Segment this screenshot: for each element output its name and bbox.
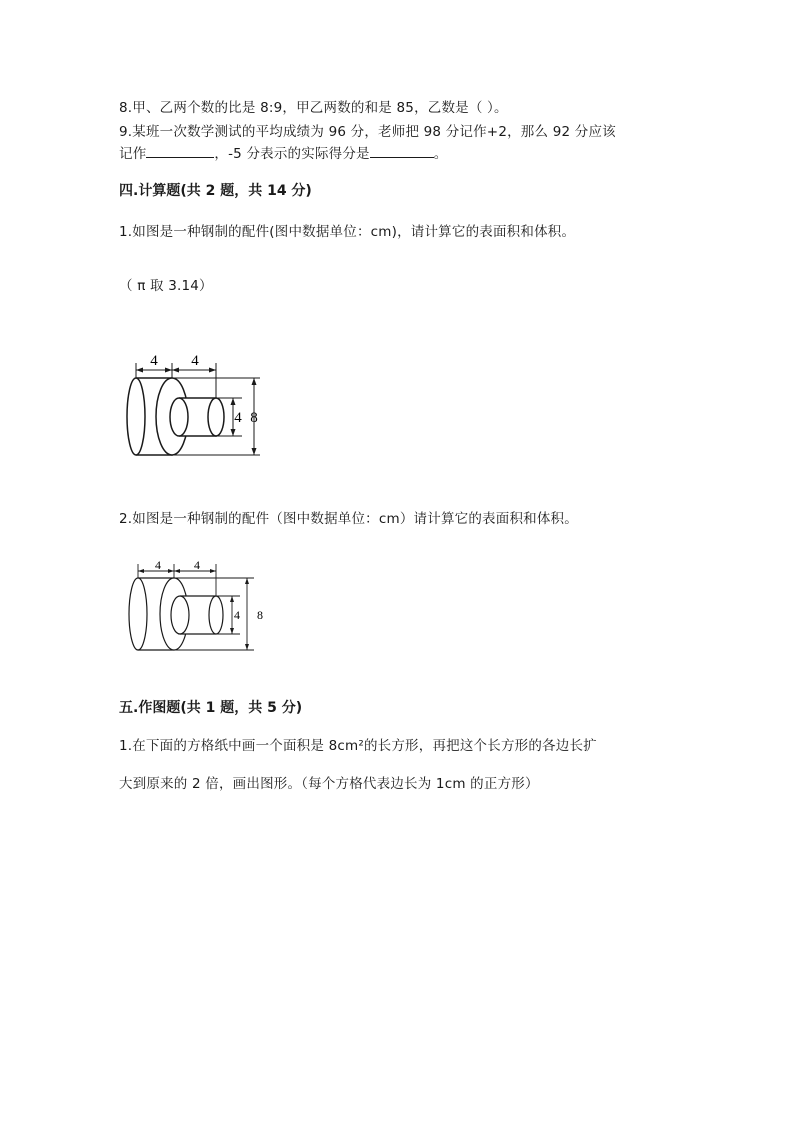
section-5-question-1-line-2: 大到原来的 2 倍，画出图形。（每个方格代表边长为 1cm 的正方形） [119, 776, 539, 792]
dimension-label-outer-diameter: 8 [250, 410, 258, 426]
dimension-label-left: 4 [150, 353, 158, 369]
section-4-question-1: 1.如图是一种钢制的配件(图中数据单位：cm)，请计算它的表面积和体积。 [119, 224, 576, 240]
dimension-label-inner-diameter: 4 [234, 410, 242, 426]
dimension-label-left: 4 [155, 558, 161, 572]
dimension-label-outer-diameter: 8 [257, 608, 263, 622]
dimension-label-right: 4 [194, 558, 200, 572]
section-5-question-1-line-1: 1.在下面的方格纸中画一个面积是 8cm²的长方形，再把这个长方形的各边长扩 [119, 738, 597, 754]
question-9-line-2 [119, 142, 447, 162]
section-5-title: 五.作图题(共 1 题，共 5 分) [119, 700, 303, 716]
section-4-title: 四.计算题(共 2 题，共 14 分) [119, 183, 312, 199]
question-9-text-c: 。 [433, 146, 448, 162]
section-4-question-2: 2.如图是一种钢制的配件（图中数据单位：cm）请计算它的表面积和体积。 [119, 511, 578, 527]
question-9-text-b: ，-5 分表示的实际得分是 [214, 146, 370, 162]
question-9-text-a: 记作 [119, 146, 147, 162]
steel-part-figure-2 [120, 556, 270, 656]
question-9-line-1: 9.某班一次数学测试的平均成绩为 96 分，老师把 98 分记作+2，那么 92 分应该 [119, 124, 616, 140]
question-8: 8.甲、乙两个数的比是 8:9，甲乙两数的和是 85，乙数是（ ）。 [119, 100, 508, 116]
answer-blank[interactable] [146, 145, 214, 158]
answer-blank[interactable] [370, 145, 434, 158]
dimension-label-right: 4 [191, 353, 199, 369]
section-4-question-1-note: （ π 取 3.14） [119, 278, 213, 294]
dimension-label-inner-diameter: 4 [234, 608, 240, 622]
steel-part-figure-1 [118, 345, 268, 460]
